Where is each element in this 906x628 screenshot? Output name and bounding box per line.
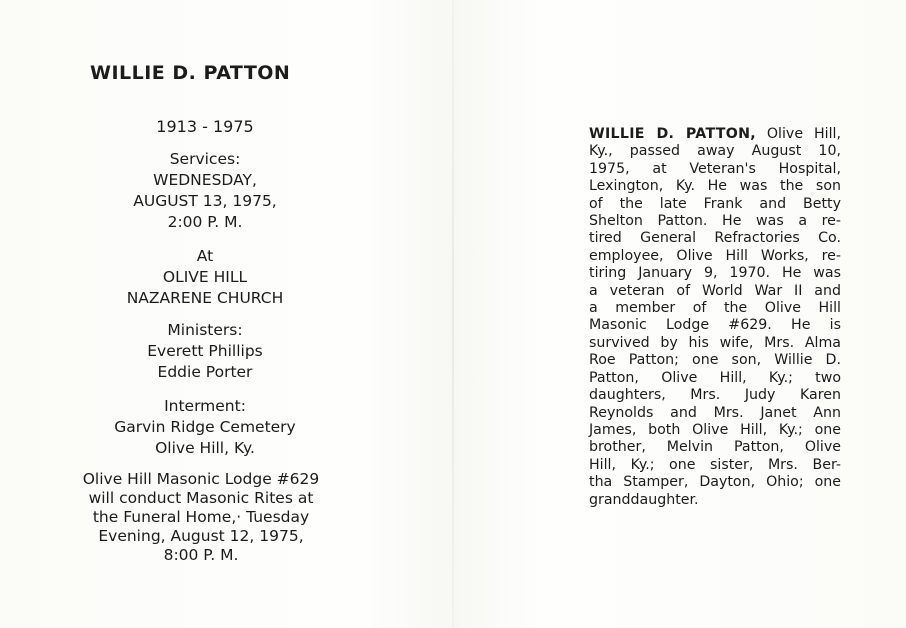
- obituary-line: a member of the Olive Hill: [589, 300, 841, 317]
- lodge-notice: [70, 470, 332, 565]
- ministers-label: Ministers:: [167, 321, 243, 339]
- obituary-text: [589, 126, 841, 509]
- services-day: WEDNESDAY,: [153, 171, 257, 189]
- obituary-line: granddaughter.: [589, 491, 699, 508]
- lodge-line: the Funeral Home,· Tuesday: [92, 508, 310, 526]
- life-years: 1913 - 1975: [156, 117, 254, 136]
- obituary-line: 1975, at Veteran's Hospital,: [589, 160, 841, 177]
- obituary-line: Ky., passed away August 10,: [589, 143, 841, 160]
- interment-town: Olive Hill, Ky.: [155, 439, 255, 457]
- obituary-line: Patton, Olive Hill, Ky.; two: [589, 369, 841, 386]
- deceased-name-title: WILLIE D. PATTON: [90, 62, 291, 84]
- left-panel: [0, 0, 452, 628]
- obituary-line: Masonic Lodge #629. He is: [589, 317, 841, 334]
- lodge-line: 8:00 P. M.: [163, 546, 239, 564]
- lodge-line: Evening, August 12, 1975,: [98, 527, 304, 545]
- obituary-first-line: Olive Hill,: [755, 126, 841, 142]
- lodge-line: will conduct Masonic Rites at: [88, 489, 314, 507]
- obituary-name: WILLIE D. PATTON,: [589, 126, 756, 142]
- ministers-block: [40, 320, 370, 383]
- location-line-1: OLIVE HILL: [162, 268, 248, 286]
- obituary-line: brother, Melvin Patton, Olive: [589, 439, 841, 456]
- lodge-line: Olive Hill Masonic Lodge #629: [82, 470, 320, 488]
- location-line-2: NAZARENE CHURCH: [126, 289, 284, 307]
- interment-place: Garvin Ridge Cemetery: [114, 418, 296, 436]
- obituary-line: Hill, Ky.; one sister, Mrs. Ber-: [589, 456, 841, 473]
- obituary-line: of the late Frank and Betty: [589, 195, 841, 212]
- interment-label: Interment:: [164, 397, 246, 415]
- obituary-line: a veteran of World War II and: [589, 282, 841, 299]
- location-block: [40, 246, 370, 309]
- services-block: [40, 149, 370, 233]
- obituary-line: tiring January 9, 1970. He was: [589, 265, 841, 282]
- obituary-line: James, both Olive Hill, Ky.; one: [589, 421, 841, 438]
- services-label: Services:: [169, 150, 241, 168]
- at-label: At: [196, 247, 214, 265]
- obituary-line: Roe Patton; one son, Willie D.: [589, 352, 841, 369]
- obituary-line: [589, 126, 841, 143]
- obituary-line: tha Stamper, Dayton, Ohio; one: [589, 474, 841, 491]
- right-panel: [454, 0, 906, 628]
- interment-block: [40, 396, 370, 459]
- obituary-line: Shelton Patton. He was a re-: [589, 213, 841, 230]
- obituary-line: employee, Olive Hill Works, re-: [589, 247, 841, 264]
- obituary-line: Reynolds and Mrs. Janet Ann: [589, 404, 841, 421]
- minister-2: Eddie Porter: [157, 363, 253, 381]
- services-time: 2:00 P. M.: [167, 213, 243, 231]
- obituary-line: tired General Refractories Co.: [589, 230, 841, 247]
- obituary-line: survived by his wife, Mrs. Alma: [589, 334, 841, 351]
- services-date: AUGUST 13, 1975,: [133, 192, 277, 210]
- obituary-line: Lexington, Ky. He was the son: [589, 178, 841, 195]
- minister-1: Everett Phillips: [147, 342, 263, 360]
- obituary-line: daughters, Mrs. Judy Karen: [589, 387, 841, 404]
